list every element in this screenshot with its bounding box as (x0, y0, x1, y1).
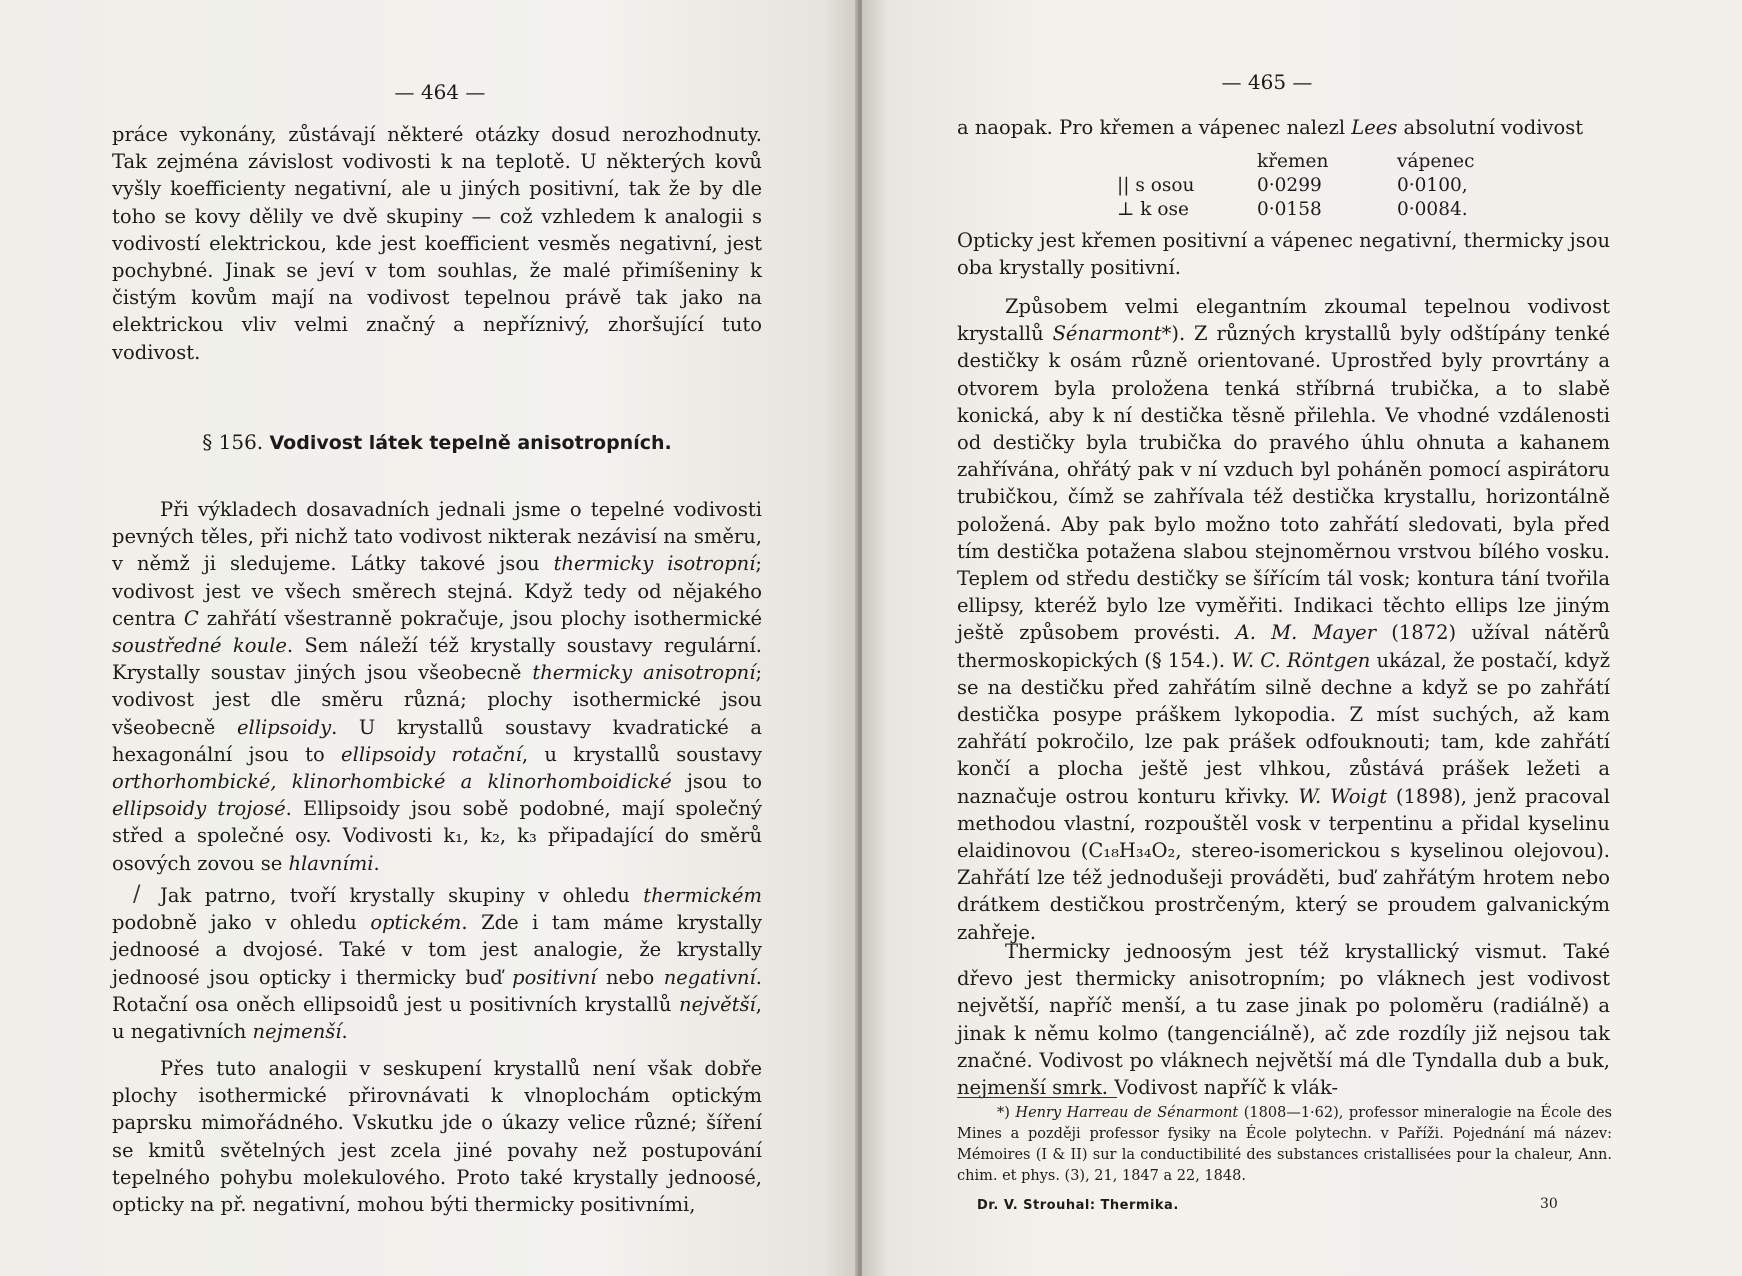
row-label: ⊥ k ose (1117, 199, 1189, 220)
row-label: || s osou (1117, 175, 1195, 196)
sheet-number: 30 (1540, 1196, 1558, 1212)
table-row (957, 198, 1610, 222)
paragraph-text: práce vykonány, zůstávají některé otázky dosud nerozhodnuty. Tak zejména závislost vodivosti k na teplotě. U některých kovů vyšly koefficienty negativní, ale u jiných positivní, tak že by dle toho se kovy dělily ve dvě skupiny — což vzhledem k analogii s vodivostí elektrickou, kde jest koefficient vesměs negativní, jest pochybné. Jinak se jeví v tom souhlas, že malé přimíšeniny k čistým kovům mají na vodivost tepelnou právě tak jako na elektrickou vliv velmi značný a nepříznivý, zhoršující tuto vodivost. (112, 123, 762, 364)
page-number: — 464 — (394, 80, 486, 104)
signature-line: Dr. V. Strouhal: Thermika. (977, 1198, 1179, 1213)
paragraph (957, 227, 1610, 281)
footnote (957, 1103, 1612, 1187)
table-header (957, 150, 1610, 174)
right-page (862, 0, 1742, 1276)
pencil-mark: / (133, 882, 141, 907)
footnote-rule (957, 1097, 1117, 1098)
column-header: křemen (1257, 151, 1329, 172)
paragraph (957, 938, 1610, 1101)
paragraph-text: Způsobem velmi elegantním zkoumal tepelnou vodivost krystallů Sénarmont*). Z různých krystallů byly odštípány tenké destičky k osám různě orientované. Uprostřed byly provrtány a otvorem byla proložena tenká stříbrná trubička, a to slabě konická, aby k ní destička těsně přilehla. Ve vhodné vzdálenosti od destičky byla trubička do pravého úhlu ohnuta a kahanem zahřívána, ohřátý pak v ní vzduch byl poháněn pomocí aspirátoru trubičkou, čímž se zahřívala též destička krystallu, horizontálně položená. Aby pak bylo možno toto zahřátí sledovati, byla před tím destička potažena slabou stejnoměrnou vrstvou bílého vosku. Teplem od středu destičky se šířícím tál vosk; kontura tání tvořila ellipsy, kteréž bylo lze vyměřiti. Indikaci těchto ellips lze jiným ještě způsobem provésti. A. M. Mayer (1872) užíval nátěrů thermoskopických (§ 154.). W. C. Röntgen ukázal, že postačí, když se na destičku před zahřátím silně dechne a když se po zahřátí destička posype práškem lykopodia. Z míst suchých, až kam zahřátí pokročilo, lze pak prášek odfouknouti; tam, kde zahřátí končí a plocha ještě jest vlhkou, zůstává prášek ležeti a naznačuje ostrou konturu křivky. W. Woigt (1898), jenž pracoval methodou vlastní, rozpouštěl vosk v terpentinu a přidal kyselinu elaidinovou (C₁₈H₃₄O₂, stereo-isomerickou s kyselinou olejovou). Zahřátí lze též jednodušeji prováděti, buď zahřátým hrotem nebo drátkem destičkou prostrčeným, který se proudem galvanickým zahřeje. (957, 295, 1610, 944)
paragraph-text: Při výkladech dosavadních jednali jsme o tepelné vodivosti pevných těles, při nichž tato vodivost nikterak nezávisí na směru, v němž ji sledujeme. Látky takové jsou thermicky isotropní; vodivost jest ve všech směrech stejná. Když tedy od nějakého centra C zahřátí všestranně pokračuje, jsou plochy isothermické soustředné koule. Sem náleží též krystally soustavy regulární. Krystally soustav jiných jsou všeobecně thermicky anisotropní; vodivost jest dle směru různá; plochy isothermické jsou všeobecně ellipsoidy. U krystallů soustavy kvadratické a hexagonální jsou to ellipsoidy rotační, u krystallů soustavy orthorhombické, klinorhombické a klinorhomboidické jsou to ellipsoidy trojosé. Ellipsoidy jsou sobě podobné, mají společný střed a společné osy. Vodivosti k₁, k₂, k₃ připadající do směrů osových zovou se hlavními. (112, 498, 763, 875)
paragraph (957, 114, 1610, 141)
section-number: § 156. (202, 430, 264, 454)
paragraph (957, 293, 1610, 946)
footnote-text: *) Henry Harreau de Sénarmont (1808—1·62), professor mineralogie na École des Mines a později professor fysiky na École polytechn. v Paříži. Pojednání má název: Mémoires (I & II) sur la conductibilité des substances cristallisées pour la chaleur, Ann. chim. et phys. (3), 21, 1847 a 22, 1848. (957, 1105, 1612, 1184)
paragraph-text: Opticky jest křemen positivní a vápenec negativní, thermicky jsou oba krystally positivní. (957, 229, 1610, 280)
column-header: vápenec (1397, 151, 1475, 172)
table-cell: 0·0084. (1397, 199, 1468, 220)
page-number: — 465 — (1221, 70, 1313, 94)
table-cell: 0·0299 (1257, 175, 1322, 196)
paragraph (112, 496, 762, 877)
paragraph-text: Jak patrno, tvoří krystally skupiny v ohledu thermickém podobně jako v ohledu optickém. Zde i tam máme krystally jednoosé a dvojosé. Také v tom jest analogie, že krystally jednoosé jsou opticky i thermicky buď positivní nebo negativní. Rotační osa oněch ellipsoidů jest u positivních krystallů největší, u negativních nejmenší. (112, 884, 762, 1044)
paragraph (112, 1055, 762, 1218)
table-row (957, 174, 1610, 198)
section-title: Vodivost látek tepelně anisotropních. (269, 432, 672, 454)
paragraph-text: Thermicky jednoosým jest též krystallický vismut. Také dřevo jest thermicky anisotropním; po vláknech jest vodivost největší, napříč menší, a tu zase jinak po poloměru (radiálně) a jinak k němu kolmo (tangenciálně), ač zde rozdíly již nejsou tak značné. Vodivost po vláknech největší má dle Tyndalla dub a buk, nejmenší smrk. Vodivost napříč k vlák- (957, 940, 1610, 1100)
paragraph (112, 121, 762, 366)
paragraph-text: a naopak. Pro křemen a vápenec nalezl Lees absolutní vodivost (957, 116, 1584, 139)
paragraph (112, 882, 762, 1045)
conductivity-table (957, 150, 1610, 222)
section-heading (112, 430, 762, 454)
left-page (0, 0, 858, 1276)
table-cell: 0·0100, (1397, 175, 1468, 196)
table-cell: 0·0158 (1257, 199, 1322, 220)
paragraph-text: Přes tuto analogii v seskupení krystallů není však dobře plochy isothermické přirovnávati k vlnoplochám optickým paprsku mimořádného. Vskutku jde o úkazy velice různé; šíření se kmitů světelných jest zcela jiné povahy než postupování tepelného pohybu molekulového. Proto také krystally jednoosé, opticky na př. negativní, mohou býti thermicky positivními, (112, 1057, 762, 1217)
